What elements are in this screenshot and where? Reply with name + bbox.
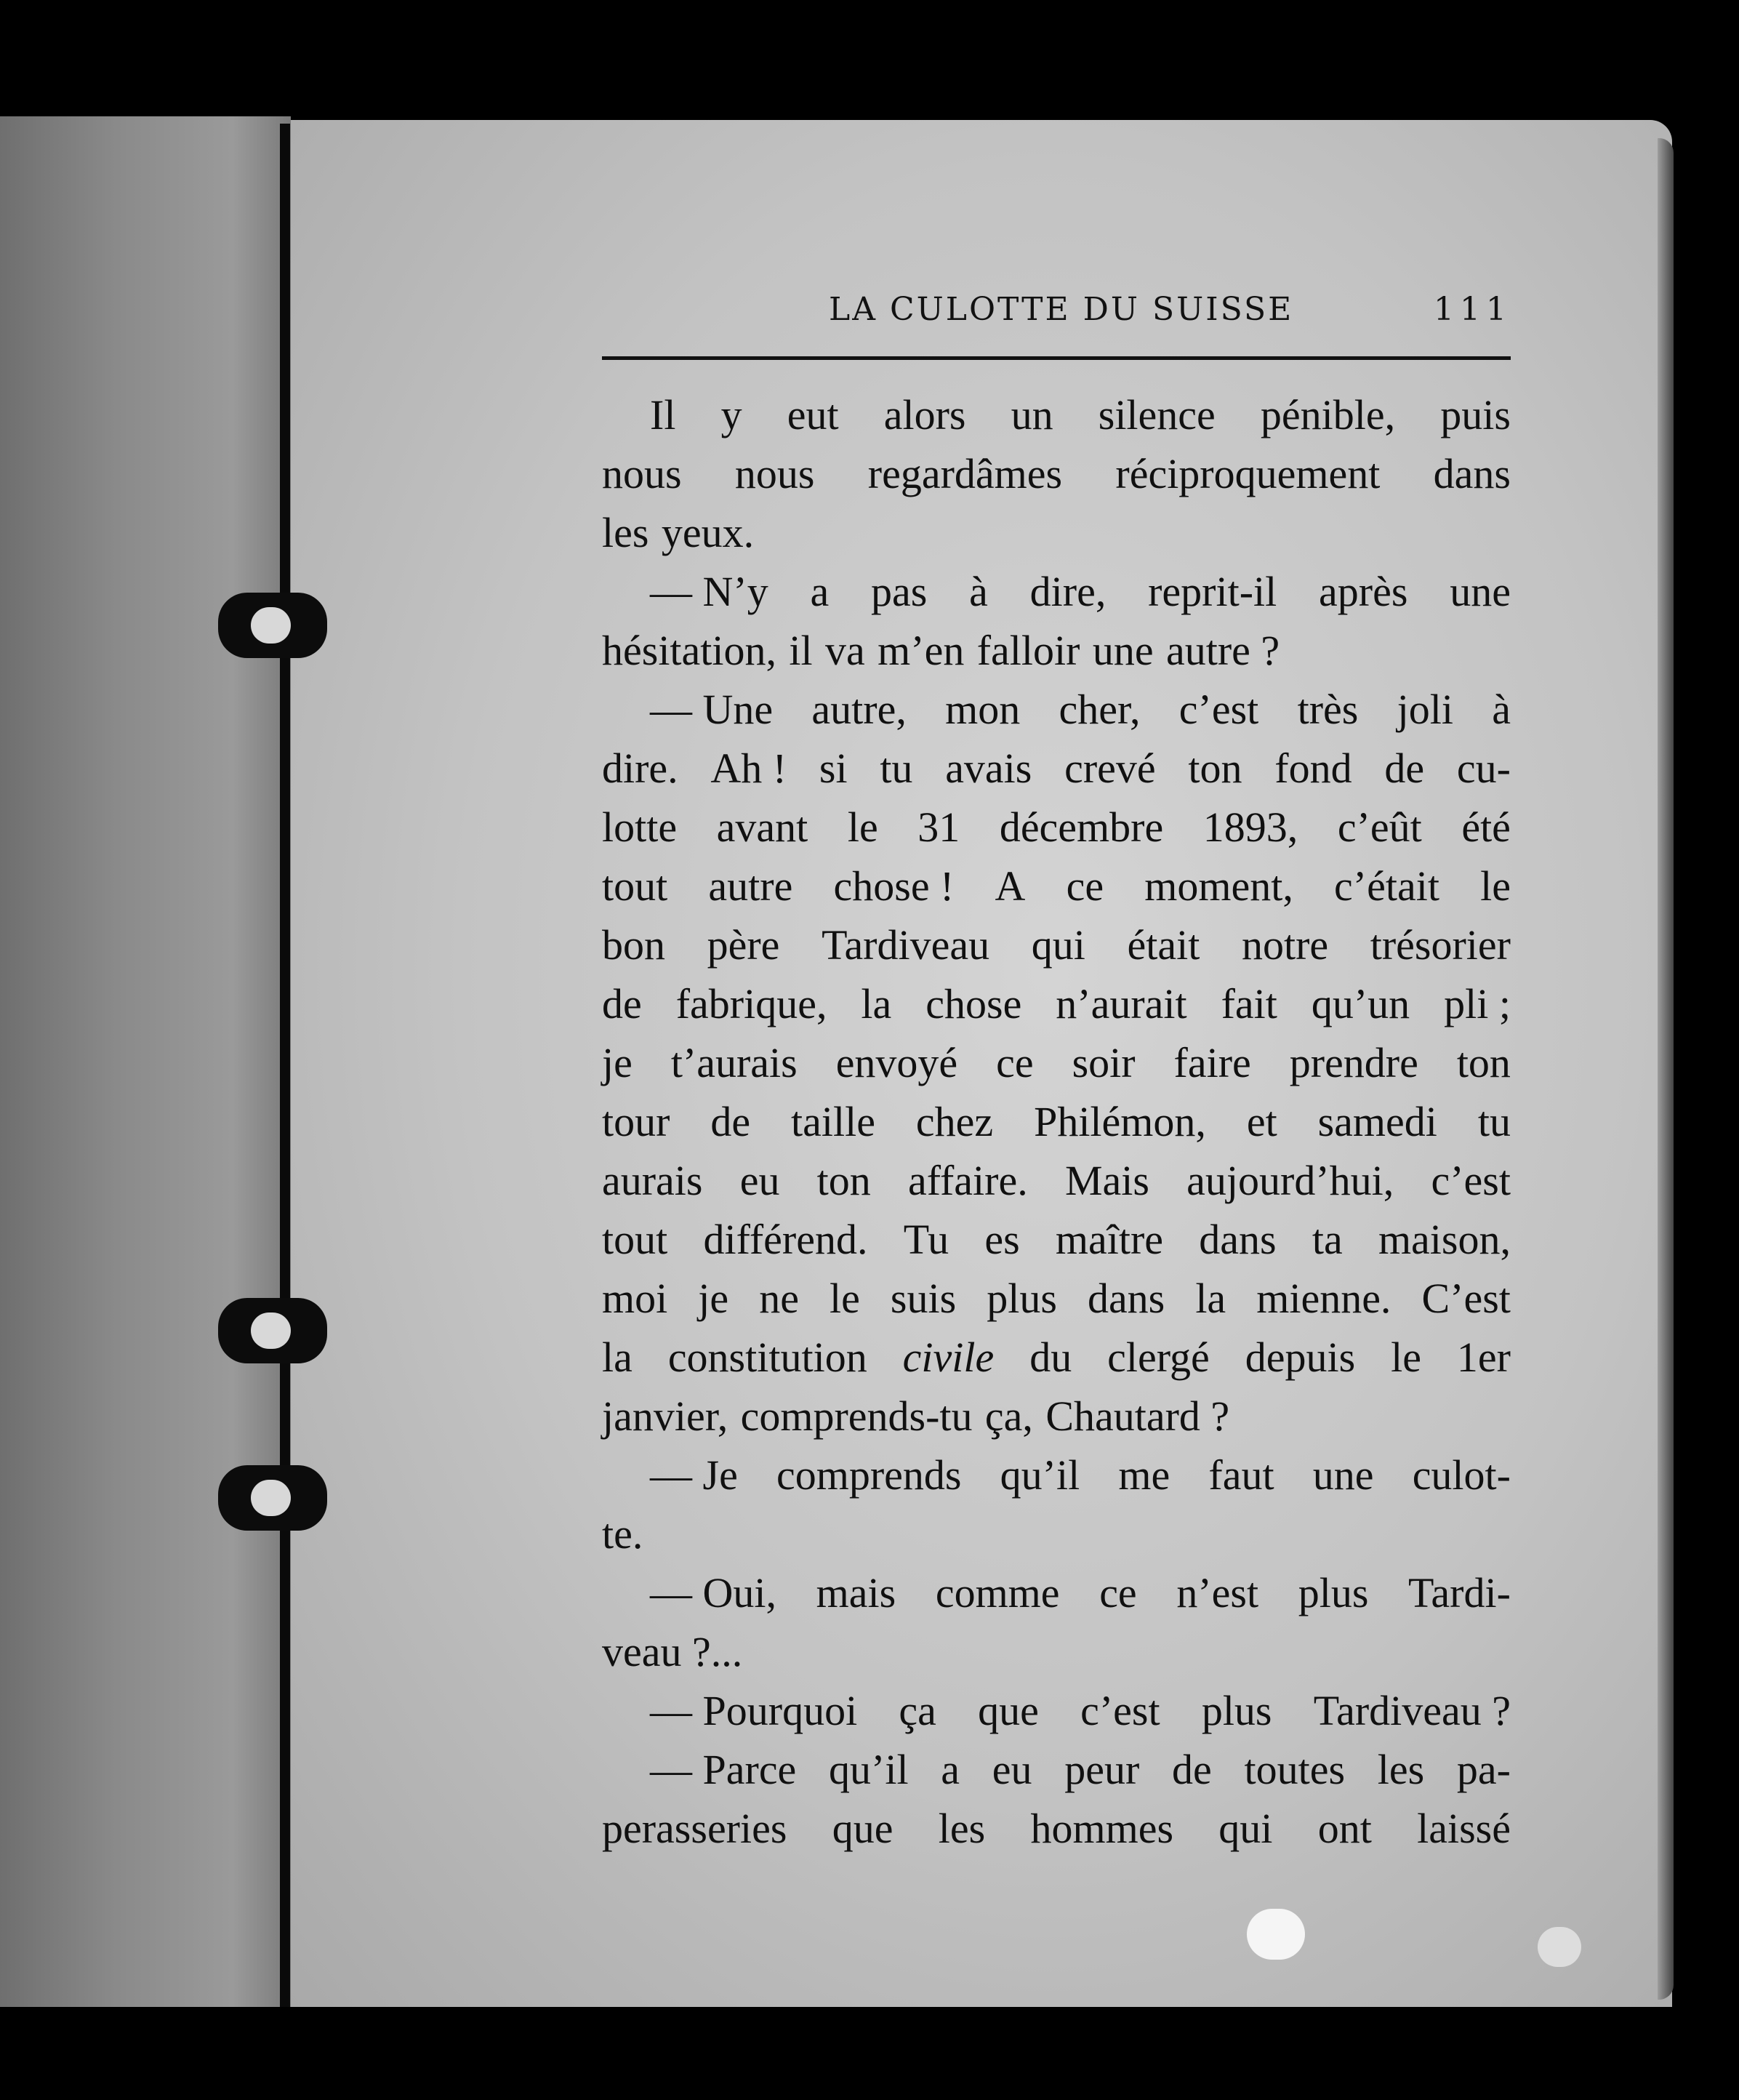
word: chez [915,1098,994,1145]
text-line [602,739,1511,798]
text-line [602,621,1511,680]
text-line [602,680,1511,739]
body-text [602,385,1511,1858]
word: du [1029,1334,1072,1381]
word: ont [1317,1805,1372,1852]
word: le [829,1275,860,1322]
running-head [603,291,1512,349]
word: ton [1456,1039,1511,1086]
word: prendre [1289,1039,1418,1086]
word: une [1092,627,1154,674]
text-line [602,857,1511,915]
word: a [941,1746,960,1793]
text-line [602,974,1511,1033]
text-line [602,1504,1511,1563]
word: depuis [1245,1334,1356,1381]
word: dans [1087,1275,1165,1322]
text-line [602,385,1511,444]
word: avais [945,745,1032,792]
word: hésitation, [602,627,777,674]
word: perasseries [602,1805,787,1852]
word: fait [1221,980,1277,1027]
word: toutes [1244,1746,1346,1793]
word: constitution [667,1334,867,1381]
word: plus [1201,1687,1272,1734]
italic-word: civile [902,1334,995,1381]
header-rule [602,356,1511,360]
word: plus [987,1275,1057,1322]
word: va [825,627,865,674]
word: autre, [811,686,907,733]
word: soir [1072,1039,1136,1086]
word: ce [1099,1569,1137,1616]
word: plus [1298,1569,1369,1616]
word: faire [1173,1039,1251,1086]
word: autre [708,862,793,910]
word: yeux. [661,509,755,556]
word: Tardiveau [822,921,990,969]
word: pas [871,568,928,615]
binding-hole [218,593,327,658]
word: Mais [1064,1157,1149,1204]
text-line [602,1799,1511,1858]
word: pli ; [1444,980,1511,1027]
word: reprit-il [1148,568,1277,615]
word: après [1319,568,1408,615]
word: fond [1274,745,1352,792]
word: ne [759,1275,799,1322]
word: fabrique, [675,980,827,1027]
word: silence [1098,391,1216,438]
word: avant [716,803,808,851]
word: moi [602,1275,668,1322]
text-line [602,1151,1511,1210]
word: pa- [1456,1746,1511,1793]
word: les [1377,1746,1425,1793]
word: chose ! [833,862,955,910]
word: veau ?... [602,1628,743,1675]
word: dans [1199,1216,1277,1263]
word: suis [890,1275,957,1322]
word: samedi [1317,1098,1437,1145]
text-line [602,1328,1511,1387]
paper-blemish [1247,1909,1305,1960]
word: puis [1440,391,1511,438]
text-line [602,562,1511,621]
word: peur [1064,1746,1140,1793]
word: aujourd’hui, [1186,1157,1394,1204]
word: a [810,568,830,615]
text-line [602,1446,1511,1504]
word: été [1461,803,1511,851]
word: joli [1397,686,1453,733]
left-page [0,116,291,2007]
word: — N’y [650,568,768,615]
word: ce [1066,862,1104,910]
word: comprends [776,1451,962,1499]
word: me [1118,1451,1170,1499]
word: moment, [1144,862,1293,910]
text-line [602,444,1511,503]
word: ta [1312,1216,1343,1263]
word: une [1312,1451,1374,1499]
word: ce [996,1039,1034,1086]
word: notre [1241,921,1329,969]
word: dire. [602,745,678,792]
word: ça, [984,1392,1033,1440]
word: de [602,980,642,1027]
word: A [995,862,1026,910]
text-line [602,915,1511,974]
word: eut [787,391,839,438]
word: qui [1218,1805,1273,1852]
text-line [602,1092,1511,1151]
word: tour [602,1098,670,1145]
word: hommes [1030,1805,1174,1852]
binding-hole [218,1298,327,1363]
word: c’eût [1337,803,1422,851]
page-edge [1658,138,1674,2000]
page-number: 111 [1434,291,1512,328]
text-line [602,1210,1511,1269]
text-line [602,1269,1511,1328]
word: une [1450,568,1511,615]
word: 1893, [1202,803,1298,851]
text-line [602,1740,1511,1799]
word: dire, [1029,568,1107,615]
word: qui [1031,921,1085,969]
word: le [847,803,878,851]
text-line [602,1681,1511,1740]
word: comprends-tu [740,1392,973,1440]
word: — Je [650,1451,738,1499]
text-line [602,798,1511,857]
word: aurais [602,1157,703,1204]
word: es [984,1216,1020,1263]
word: ton [816,1157,871,1204]
word: ça [899,1687,936,1734]
word: la [861,980,892,1027]
text-line [602,1387,1511,1446]
word: regardâmes [867,450,1063,497]
text-line [602,1622,1511,1681]
running-title: LA CULOTTE DU SUISSE [829,291,1294,328]
word: eu [992,1746,1032,1793]
word: très [1297,686,1359,733]
word: crevé [1064,745,1156,792]
word: alors [883,391,966,438]
word: mon [945,686,1021,733]
word: pénible, [1260,391,1396,438]
word: m’en [877,627,965,674]
word: clergé [1107,1334,1210,1381]
word: réciproquement [1115,450,1381,497]
word: le [1391,1334,1421,1381]
word: laissé [1417,1805,1511,1852]
word: c’était [1334,862,1439,910]
word: ton [1188,745,1242,792]
word: envoyé [835,1039,958,1086]
word: mienne. [1256,1275,1391,1322]
word: tu [1477,1098,1511,1145]
word: tout [602,862,668,910]
word: falloir [976,627,1080,674]
text-line [602,1563,1511,1622]
word: te. [602,1510,643,1558]
word: Il [650,391,676,438]
word: tout [602,1216,668,1263]
word: je [698,1275,729,1322]
word: la [602,1334,632,1381]
book-spine [280,124,290,2007]
word: que [832,1805,893,1852]
word: lotte [602,803,678,851]
word: et [1246,1098,1277,1145]
word: différend. [703,1216,868,1263]
word: les [602,509,649,556]
word: comme [935,1569,1060,1616]
word: Philémon, [1034,1098,1206,1145]
word: était [1127,921,1200,969]
word: Chautard ? [1045,1392,1230,1440]
word: faut [1208,1451,1274,1499]
word: n’est [1176,1569,1259,1616]
word: si [819,745,848,792]
word: — Une [650,686,774,733]
word: un [1011,391,1053,438]
word: t’aurais [670,1039,798,1086]
word: maison, [1378,1216,1511,1263]
word: c’est [1431,1157,1511,1204]
word: Tu [903,1216,949,1263]
word: la [1195,1275,1226,1322]
text-line [602,1033,1511,1092]
word: il [789,627,813,674]
word: tu [880,745,913,792]
word: trésorier [1370,921,1511,969]
word: de [710,1098,751,1145]
word: Tardi- [1408,1569,1511,1616]
word: les [938,1805,986,1852]
text-line [602,503,1511,562]
word: à [1492,686,1511,733]
word: autre ? [1165,627,1280,674]
word: 1er [1456,1334,1511,1381]
word: n’aurait [1056,980,1187,1027]
word: chose [925,980,1022,1027]
word: nous [734,450,815,497]
word: Ah ! [710,745,787,792]
word: — Pourquoi [650,1687,858,1734]
word: qu’un [1311,980,1410,1027]
word: père [707,921,780,969]
word: je [602,1039,632,1086]
word: cher, [1059,686,1141,733]
word: à [969,568,988,615]
word: — Parce [650,1746,797,1793]
word: C’est [1421,1275,1511,1322]
word: 31 [917,803,960,851]
word: qu’il [829,1746,909,1793]
word: cu- [1456,745,1511,792]
word: eu [739,1157,780,1204]
word: c’est [1178,686,1259,733]
word: bon [602,921,665,969]
word: dans [1433,450,1511,497]
word: taille [791,1098,875,1145]
word: y [720,391,742,438]
word: qu’il [1000,1451,1080,1499]
word: — Oui, [650,1569,776,1616]
word: que [978,1687,1039,1734]
binding-hole [218,1465,327,1531]
word: affaire. [907,1157,1028,1204]
word: c’est [1080,1687,1160,1734]
word: janvier, [602,1392,728,1440]
word: le [1480,862,1511,910]
word: décembre [999,803,1164,851]
word: de [1172,1746,1212,1793]
word: culot- [1412,1451,1511,1499]
word: Tardiveau ? [1313,1687,1511,1734]
word: nous [602,450,682,497]
paper-blemish [1538,1927,1581,1967]
word: maître [1055,1216,1164,1263]
word: mais [816,1569,896,1616]
word: de [1384,745,1425,792]
